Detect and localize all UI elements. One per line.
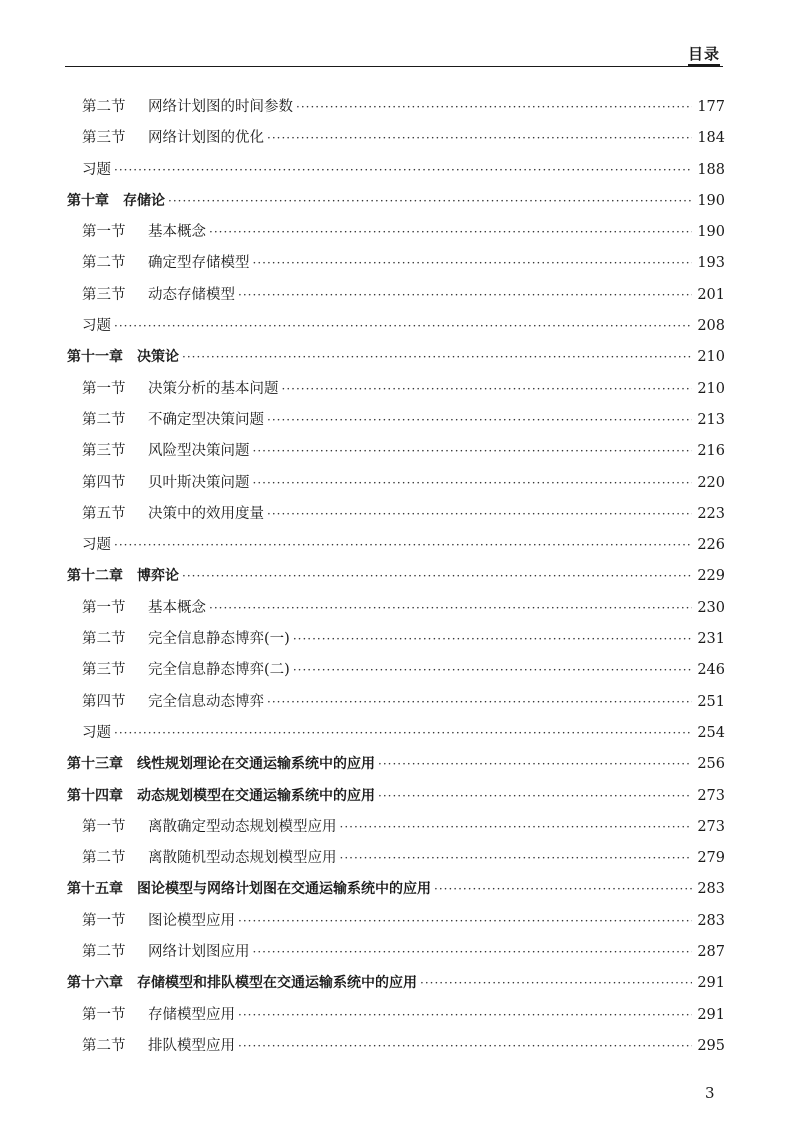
dot-leader bbox=[182, 342, 692, 373]
dot-leader bbox=[267, 687, 692, 718]
toc-entry-section bbox=[65, 843, 725, 874]
toc-entry-page: 190 bbox=[697, 224, 725, 241]
toc-entry-label: 第二节 bbox=[82, 99, 126, 115]
dot-leader bbox=[267, 499, 692, 530]
toc-entry-title: 完全信息静态博弈(二) bbox=[148, 662, 290, 679]
toc-entry-section bbox=[65, 624, 725, 655]
dot-leader bbox=[168, 186, 692, 217]
toc-entry-page: 256 bbox=[697, 756, 725, 773]
toc-entry-section bbox=[65, 593, 725, 624]
running-header-title: 目录 bbox=[688, 44, 720, 67]
toc-entry-page: 254 bbox=[697, 724, 725, 741]
toc-entry-label: 第十章 bbox=[67, 192, 109, 209]
toc-entry-label: 第一节 bbox=[82, 380, 126, 397]
toc-entry-label: 第十五章 bbox=[67, 881, 123, 898]
toc-entry-chapter bbox=[65, 342, 725, 373]
toc-entry-chapter bbox=[65, 561, 725, 592]
toc-entry-label: 第一节 bbox=[82, 599, 126, 616]
toc-entry-page: 213 bbox=[697, 411, 725, 428]
dot-leader bbox=[253, 248, 693, 279]
toc-entry-page: 229 bbox=[697, 568, 725, 585]
toc-entry-label: 第十二章 bbox=[67, 568, 123, 585]
dot-leader bbox=[253, 436, 693, 467]
toc-entry-page: 177 bbox=[697, 99, 725, 115]
toc-entry-page: 230 bbox=[697, 599, 725, 616]
toc-entry-section bbox=[65, 812, 725, 843]
toc-entry-chapter bbox=[65, 781, 725, 812]
toc-entry-section bbox=[65, 436, 725, 467]
toc-entry-page: 246 bbox=[697, 662, 725, 679]
toc-entry-title: 图论模型应用 bbox=[148, 912, 235, 929]
toc-entry-page: 223 bbox=[697, 505, 725, 522]
toc-entry-exercise bbox=[65, 530, 725, 561]
toc-entry-title: 习题 bbox=[82, 318, 111, 335]
toc-entry-page: 295 bbox=[697, 1037, 725, 1054]
dot-leader bbox=[378, 749, 692, 780]
toc-entry-chapter bbox=[65, 968, 725, 999]
dot-leader bbox=[114, 311, 692, 342]
toc-entry-label: 第四节 bbox=[82, 474, 126, 491]
toc-entry-page: 251 bbox=[697, 693, 725, 710]
dot-leader bbox=[340, 812, 693, 843]
dot-leader bbox=[114, 155, 692, 186]
dot-leader bbox=[114, 530, 692, 561]
toc-entry-title: 基本概念 bbox=[148, 224, 206, 241]
toc-entry-page: 184 bbox=[697, 130, 725, 147]
dot-leader bbox=[209, 593, 692, 624]
toc-entry-title: 习题 bbox=[82, 537, 111, 554]
toc-entry-label: 第四节 bbox=[82, 693, 126, 710]
toc-entry-page: 273 bbox=[697, 787, 725, 804]
toc-entry-page: 226 bbox=[697, 537, 725, 554]
toc-entry-label: 第一节 bbox=[82, 1006, 126, 1023]
toc-entry-chapter bbox=[65, 749, 725, 780]
dot-leader bbox=[238, 280, 692, 311]
toc-entry-label: 第三节 bbox=[82, 286, 126, 303]
toc-entry-title: 决策分析的基本问题 bbox=[148, 380, 279, 397]
toc-entry-title: 存储论 bbox=[123, 192, 165, 209]
toc-entry-page: 193 bbox=[697, 255, 725, 272]
dot-leader bbox=[434, 874, 692, 905]
dot-leader bbox=[296, 92, 692, 123]
toc-entry-title: 排队模型应用 bbox=[148, 1037, 235, 1054]
toc-entry-page: 188 bbox=[697, 161, 725, 178]
dot-leader bbox=[182, 561, 692, 592]
toc-entry-section bbox=[65, 280, 725, 311]
header-rule bbox=[65, 66, 723, 67]
toc-entry-label: 第二节 bbox=[82, 255, 126, 272]
toc-entry-section bbox=[65, 123, 725, 154]
toc-entry-title: 存储模型应用 bbox=[148, 1006, 235, 1023]
page-number: 3 bbox=[705, 1084, 715, 1102]
toc-entry-label: 第十六章 bbox=[67, 975, 123, 992]
toc-entry-page: 279 bbox=[697, 850, 725, 867]
toc-entry-title: 网络计划图应用 bbox=[148, 944, 250, 961]
toc-entry-title: 习题 bbox=[82, 161, 111, 178]
dot-leader bbox=[340, 843, 693, 874]
dot-leader bbox=[420, 968, 692, 999]
toc-entry-label: 第二节 bbox=[82, 1037, 126, 1054]
dot-leader bbox=[378, 781, 692, 812]
toc-entry-title: 博弈论 bbox=[137, 568, 179, 585]
dot-leader bbox=[267, 405, 692, 436]
toc-entry-title: 确定型存储模型 bbox=[148, 255, 250, 272]
dot-leader bbox=[267, 123, 692, 154]
toc-entry-exercise bbox=[65, 155, 725, 186]
toc-entry-page: 287 bbox=[697, 944, 725, 961]
toc-entry-chapter bbox=[65, 186, 725, 217]
toc-entry-label: 第一节 bbox=[82, 818, 126, 835]
toc-entry-label: 第十一章 bbox=[67, 349, 123, 366]
toc-entry-page: 208 bbox=[697, 318, 725, 335]
dot-leader bbox=[238, 1031, 692, 1062]
toc-entry-page: 231 bbox=[697, 631, 725, 648]
toc-entry-section bbox=[65, 374, 725, 405]
dot-leader bbox=[238, 1000, 692, 1031]
toc-entry-page: 210 bbox=[697, 349, 725, 366]
toc-entry-exercise bbox=[65, 718, 725, 749]
toc-entry-section bbox=[65, 937, 725, 968]
toc-entry-title: 决策论 bbox=[137, 349, 179, 366]
dot-leader bbox=[253, 937, 693, 968]
toc-entry-page: 291 bbox=[697, 975, 725, 992]
toc-entry-title: 动态规划模型在交通运输系统中的应用 bbox=[137, 787, 375, 804]
toc-entry-section bbox=[65, 248, 725, 279]
toc-entry-section bbox=[65, 92, 725, 123]
toc-entry-title: 图论模型与网络计划图在交通运输系统中的应用 bbox=[137, 881, 431, 898]
toc-entry-label: 第一节 bbox=[82, 224, 126, 241]
toc-entry-title: 习题 bbox=[82, 724, 111, 741]
toc-entry-title: 离散确定型动态规划模型应用 bbox=[148, 818, 337, 835]
dot-leader bbox=[293, 624, 692, 655]
toc-entry-page: 201 bbox=[697, 286, 725, 303]
dot-leader bbox=[293, 655, 692, 686]
toc-entry-label: 第一节 bbox=[82, 912, 126, 929]
toc-entry-page: 190 bbox=[697, 192, 725, 209]
toc-entry-section bbox=[65, 687, 725, 718]
dot-leader bbox=[282, 374, 693, 405]
toc-entry-label: 第十四章 bbox=[67, 787, 123, 804]
toc-entry-chapter bbox=[65, 874, 725, 905]
toc-entry-section bbox=[65, 405, 725, 436]
toc-entry-section bbox=[65, 1031, 725, 1062]
toc-entry-label: 第五节 bbox=[82, 505, 126, 522]
toc-entry-page: 273 bbox=[697, 818, 725, 835]
toc-entry-title: 风险型决策问题 bbox=[148, 443, 250, 460]
toc-entry-title: 完全信息动态博弈 bbox=[148, 693, 264, 710]
toc-entry-title: 网络计划图的优化 bbox=[148, 130, 264, 147]
table-of-contents bbox=[65, 92, 725, 1062]
toc-entry-title: 贝叶斯决策问题 bbox=[148, 474, 250, 491]
toc-entry-section bbox=[65, 906, 725, 937]
toc-entry-section bbox=[65, 468, 725, 499]
toc-entry-title: 基本概念 bbox=[148, 599, 206, 616]
toc-entry-title: 离散随机型动态规划模型应用 bbox=[148, 850, 337, 867]
toc-entry-title: 不确定型决策问题 bbox=[148, 411, 264, 428]
toc-entry-page: 216 bbox=[697, 443, 725, 460]
dot-leader bbox=[253, 468, 693, 499]
toc-entry-label: 第二节 bbox=[82, 631, 126, 648]
toc-entry-label: 第十三章 bbox=[67, 756, 123, 773]
toc-entry-label: 第二节 bbox=[82, 944, 126, 961]
toc-entry-title: 动态存储模型 bbox=[148, 286, 235, 303]
toc-entry-section bbox=[65, 217, 725, 248]
toc-entry-label: 第二节 bbox=[82, 411, 126, 428]
toc-entry-page: 291 bbox=[697, 1006, 725, 1023]
toc-entry-page: 220 bbox=[697, 474, 725, 491]
toc-entry-section bbox=[65, 655, 725, 686]
toc-entry-section bbox=[65, 1000, 725, 1031]
toc-entry-title: 网络计划图的时间参数 bbox=[148, 99, 293, 115]
dot-leader bbox=[114, 718, 692, 749]
toc-entry-exercise bbox=[65, 311, 725, 342]
toc-entry-label: 第二节 bbox=[82, 850, 126, 867]
toc-entry-title: 完全信息静态博弈(一) bbox=[148, 631, 290, 648]
toc-entry-label: 第三节 bbox=[82, 443, 126, 460]
toc-entry-section bbox=[65, 499, 725, 530]
toc-entry-title: 存储模型和排队模型在交通运输系统中的应用 bbox=[137, 975, 417, 992]
toc-entry-page: 210 bbox=[697, 380, 725, 397]
dot-leader bbox=[238, 906, 692, 937]
toc-entry-page: 283 bbox=[697, 912, 725, 929]
toc-entry-label: 第三节 bbox=[82, 130, 126, 147]
toc-entry-title: 线性规划理论在交通运输系统中的应用 bbox=[137, 756, 375, 773]
dot-leader bbox=[209, 217, 692, 248]
toc-entry-label: 第三节 bbox=[82, 662, 126, 679]
toc-entry-title: 决策中的效用度量 bbox=[148, 505, 264, 522]
toc-entry-page: 283 bbox=[697, 881, 725, 898]
